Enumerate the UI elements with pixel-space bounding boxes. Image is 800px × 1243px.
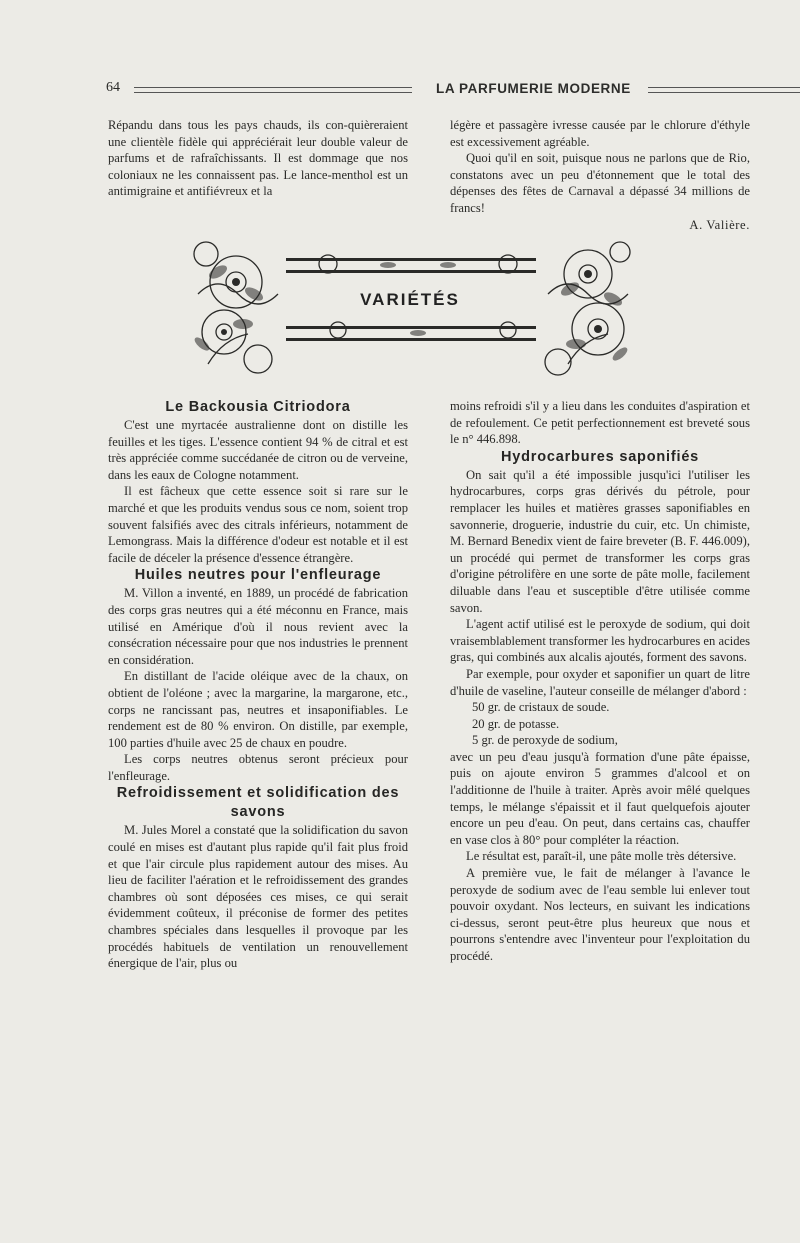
paragraph: avec un peu d'eau jusqu'à formation d'une pâte épaisse, puis on ajoute environ 5 grammes d'alcool et on l'additionne de l'huile à traiter. Après avoir mêlé quelques temps, le mélange s'épaissit et il faut quelquefois ajouter encore un peu d'eau. On peut, dans certains cas, chauffer en vase clos à 80° pour compléter la réaction.: [450, 749, 750, 847]
running-header: [106, 80, 746, 100]
right-column: [450, 398, 750, 965]
journal-title: LA PARFUMERIE MODERNE: [436, 81, 631, 96]
recipe-line: 5 gr. de peroxyde de sodium,: [472, 733, 618, 748]
paragraph: légère et passagère ivresse causée par le chlorure d'éthyle est excessivement agréable.: [450, 118, 750, 149]
paragraph: M. Jules Morel a constaté que la solidification du savon coulé en mises est d'autant plus rapide qu'il fait plus froid et que l'air circule plus rapidement autour des mises. Au lieu de faciliter l'aération et le refroidissement des grandes chambres où sont déposées ces mises, ce qui serait évidemment coûteux, il préconise de former des petites chambres spéciales dans lesquelles il provoque par les procédés habituels de ventilation un renouvellement énergique de l'air, plus ou: [108, 823, 408, 971]
paragraph: On sait qu'il a été impossible jusqu'ici l'utiliser les hydrocarbures, corps gras dérivés du pétrole, pour remplacer les huiles et matières grasses saponifiables en savonnerie, droguerie, industrie du cuir, etc. Un chimiste, M. Bernard Benedix vient de faire breveter (B. F. 446.009), un procédé qui permet de transformer les corps gras d'origine pétrolifère en une sorte de pâte molle, facilement diluable dans l'eau et susceptible d'être utilisée comme savon.: [450, 467, 750, 615]
section-heading: Refroidissement et solidification des savons: [116, 785, 400, 821]
section-heading: Huiles neutres pour l'enfleurage: [134, 567, 382, 584]
paragraph: moins refroidi s'il y a lieu dans les conduites d'aspiration et de refoulement. Ce petit perfectionnement est breveté sous le n° 446.898.: [450, 399, 750, 447]
section-heading: Le Backousia Citriodora: [165, 399, 351, 415]
paragraph: M. Villon a inventé, en 1889, un procédé de fabrication des corps gras neutres qui a été méconnu en France, mais utilisé en Amérique d'où il nous revient avec la consécration nécessaire pour que nos industries le prennent en considération.: [108, 586, 408, 667]
recipe-line: 50 gr. de cristaux de soude.: [472, 700, 610, 715]
paragraph: Quoi qu'il en soit, puisque nous ne parlons que de Rio, constatons avec un peu d'étonnement que le total des dépenses des fêtes de Carnaval a dépassé 34 millions de francs!: [450, 151, 750, 215]
left-column: [108, 398, 408, 972]
paragraph: Le résultat est, paraît-il, une pâte molle très détersive.: [466, 849, 737, 864]
paragraph: C'est une myrtacée australienne dont on distille les feuilles et les tiges. L'essence contient 94 % de citral et est très appréciée comme succédanée de citron ou de verveine, dans les eaux de Cologne notamment.: [108, 418, 408, 482]
top-right-column: [450, 117, 750, 233]
top-left-column: [108, 117, 408, 200]
section-banner-title: VARIÉTÉS: [360, 290, 460, 309]
section-heading: Hydrocarbures saponifiés: [500, 448, 700, 465]
header-rule-right: [648, 87, 800, 93]
page-number: 64: [106, 80, 120, 95]
paragraph: Par exemple, pour oxyder et saponifier un quart de litre d'huile de vaseline, l'auteur conseille de mélanger d'abord :: [450, 666, 750, 698]
paragraph: A première vue, le fait de mélanger à l'avance le peroxyde de sodium avec de l'eau semble lui enlever tout pouvoir oxydant. Nos lecteurs, en suivant les indications ci-dessus, seront peut-être plus heureux que nous et pourrons s'entendre avec l'inventeur pour l'exploitation du procédé.: [450, 866, 750, 963]
paragraph: Il est fâcheux que cette essence soit si rare sur le marché et que les produits vendus sous ce nom, soient trop souvent falsifiés avec des citrals inférieurs, notamment de Lemongrass. Mais la différence d'odeur est notable et il est facile de déceler la présence d'essence étrangère.: [108, 484, 408, 565]
paragraph: En distillant de l'acide oléique avec de la chaux, on obtient de l'oléone ; avec la margarine, la margarone, etc., corps ne rancissant pas, neutres et insaponifiables. Le rendement est de 80 % environ. On distille, par exemple, 100 parties d'huile avec 25 de chaux en poudre.: [108, 669, 408, 750]
paragraph: Répandu dans tous les pays chauds, ils con-quièreraient une clientèle fidèle qui appréciérait leur double valeur de parfums et de rafraîchissants. Il est dommage que nos coloniaux ne les connaissent pas. Le lance-menthol est un antimigraine et antifiévreux et la: [108, 118, 408, 199]
paragraph: L'agent actif utilisé est le peroxyde de sodium, qui doit vraisemblablement transformer les hydrocarbures en acides gras, qui combinés aux alcalis ajoutés, forment des savons.: [450, 617, 750, 665]
header-rule-left: [134, 87, 412, 93]
recipe-line: 20 gr. de potasse.: [472, 716, 560, 731]
paragraph: Les corps neutres obtenus seront précieux pour l'enfleurage.: [108, 752, 408, 783]
author-signature: A. Valière.: [689, 217, 750, 232]
